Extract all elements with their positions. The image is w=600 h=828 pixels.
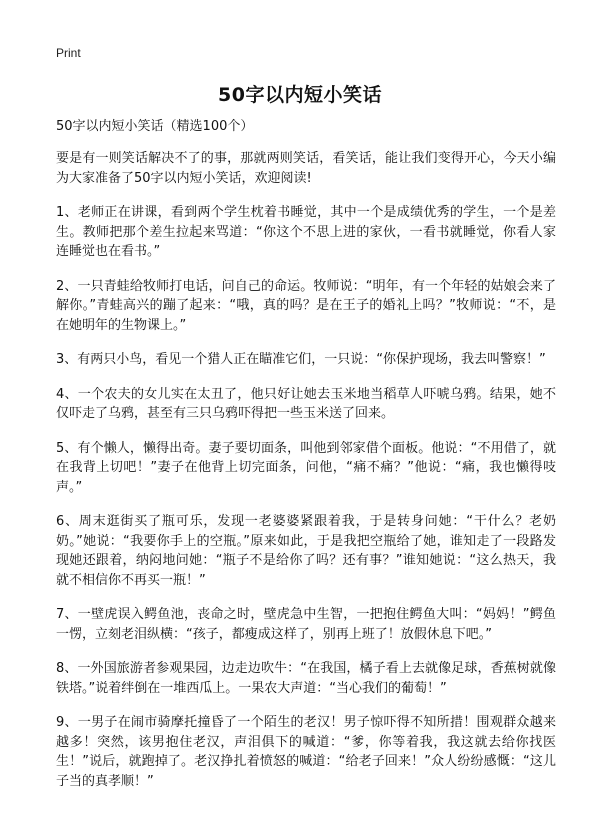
page-title: 50字以内短小笑话: [218, 84, 382, 106]
joke-paragraph-7: 7、一壁虎误入鳄鱼池，丧命之时，壁虎急中生智，一把抱住鳄鱼大叫：“妈妈！”鳄鱼一愣，立刻老泪纵横：“孩子，都瘦成这样了，别再上班了！放假休息下吧。”: [56, 607, 556, 642]
intro-paragraph: 要是有一则笑话解决不了的事，那就两则笑话，看笑话，能让我们变得开心，今天小编为大家准备了50字以内短小笑话，欢迎阅读!: [56, 151, 556, 186]
joke-paragraph-6: 6、周末逛街买了瓶可乐，发现一老婆婆紧跟着我，于是转身问她：“干什么？老奶奶。”她说：“我要你手上的空瓶。”原来如此，于是我把空瓶给了她，谁知走了一段路发现她还跟着，纳闷地问她：“瓶子不是给你了吗？还有事？”谁知她说：“这么热天，我就不相信你不再买一瓶！”: [56, 514, 556, 588]
joke-paragraph-2: 2、一只青蛙给牧师打电话，问自己的命运。牧师说：“明年，有一个年轻的姑娘会来了解你。”青蛙高兴的蹦了起来：“哦，真的吗？是在王子的婚礼上吗？”牧师说：“不，是在她明年的生物课上。”: [56, 278, 556, 333]
print-link[interactable]: Print: [56, 46, 81, 60]
joke-paragraph-9: 9、一男子在闹市骑摩托撞昏了一个陌生的老汉！男子惊吓得不知所措！围观群众越来越多！突然，该男抱住老汉，声泪俱下的喊道：“爹，你等着我，我这就去给你找医生！”说后，就跑掉了。老汉挣扎着愤怒的喊道：“给老子回来！”众人纷纷感慨：“这儿子当的真孝顺！”: [56, 715, 556, 789]
article-body: [56, 118, 556, 806]
joke-paragraph-3: 3、有两只小鸟，看见一个猎人正在瞄准它们，一只说：“你保护现场，我去叫警察！”: [56, 352, 546, 367]
article-subtitle: 50字以内短小笑话（精选100个）: [56, 119, 254, 134]
joke-paragraph-4: 4、一个农夫的女儿实在太丑了，他只好让她去玉米地当稻草人吓唬乌鸦。结果，她不仅吓走了乌鸦，甚至有三只乌鸦吓得把一些玉米送了回来。: [56, 386, 556, 421]
joke-paragraph-1: 1、老师正在讲课，看到两个学生枕着书睡觉，其中一个是成绩优秀的学生，一个是差生。教师把那个差生拉起来骂道：“你这个不思上进的家伙，一看书就睡觉，你看人家连睡觉也在看书。”: [56, 205, 556, 259]
joke-paragraph-8: 8、一外国旅游者参观果园，边走边吹牛：“在我国，橘子看上去就像足球，香蕉树就像铁塔。”说着绊倒在一堆西瓜上。一果农大声道：“当心我们的葡萄！”: [56, 661, 556, 696]
joke-paragraph-5: 5、有个懒人，懒得出奇。妻子要切面条，叫他到邻家借个面板。他说：“不用借了，就在我背上切吧！”妻子在他背上切完面条，问他，“痛不痛？”他说：“痛，我也懒得吱声。”: [56, 440, 556, 495]
